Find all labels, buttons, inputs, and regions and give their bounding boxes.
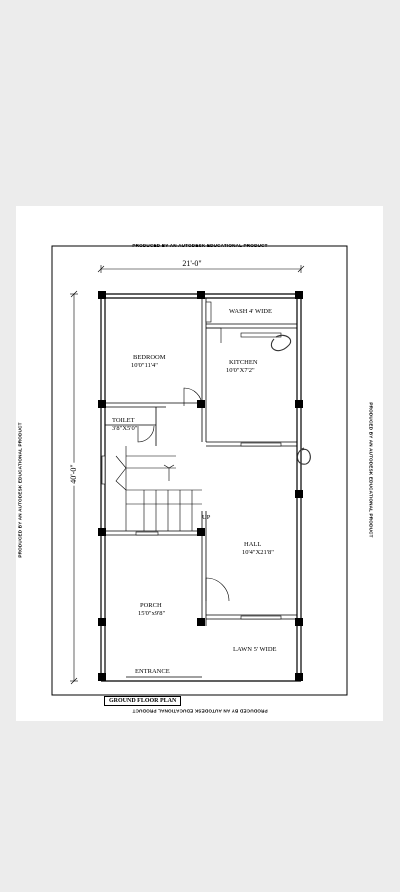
bedroom-label: BEDROOM (133, 354, 166, 361)
porch-size-label: 15'0"x9'8" (138, 610, 166, 617)
kitchen-size-label: 10'0"X7'2" (226, 367, 255, 374)
kitchen-label: KITCHEN (229, 359, 258, 366)
windows (102, 302, 281, 619)
porch-label: PORCH (140, 602, 162, 609)
lawn-label: LAWN 5' WIDE (233, 646, 277, 653)
watermark-right: PRODUCED BY AN AUTODESK EDUCATIONAL PRODUCT (368, 402, 374, 538)
width-dimension-label: 21'-0" (182, 259, 202, 268)
bedroom-size-label: 10'0"11'4" (131, 362, 158, 369)
watermark-left: PRODUCED BY AN AUTODESK EDUCATIONAL PRODUCT (17, 422, 23, 558)
wash-area-label: WASH 4' WIDE (229, 308, 272, 315)
length-dimension-label: 40'-0" (69, 464, 78, 484)
stair-up-label: UP (202, 514, 211, 521)
hall-size-label: 10'4"X21'8" (242, 549, 274, 556)
sheet-frame (52, 246, 347, 695)
toilet-label: TOILET (112, 417, 135, 424)
toilet-size-label: 3'8"X5'0" (112, 425, 138, 432)
plan-title-box: GROUND FLOOR PLAN (104, 696, 181, 706)
staircase (116, 446, 202, 531)
watermark-top: PRODUCED BY AN AUTODESK EDUCATIONAL PRODUCT (132, 243, 268, 248)
entrance-label: ENTRANCE (135, 668, 170, 675)
structural-columns (98, 291, 303, 681)
drawing-sheet (16, 206, 383, 721)
hall-label: HALL (244, 541, 262, 548)
watermark-bottom: PRODUCED BY AN AUTODESK EDUCATIONAL PRODUCT (132, 708, 268, 714)
